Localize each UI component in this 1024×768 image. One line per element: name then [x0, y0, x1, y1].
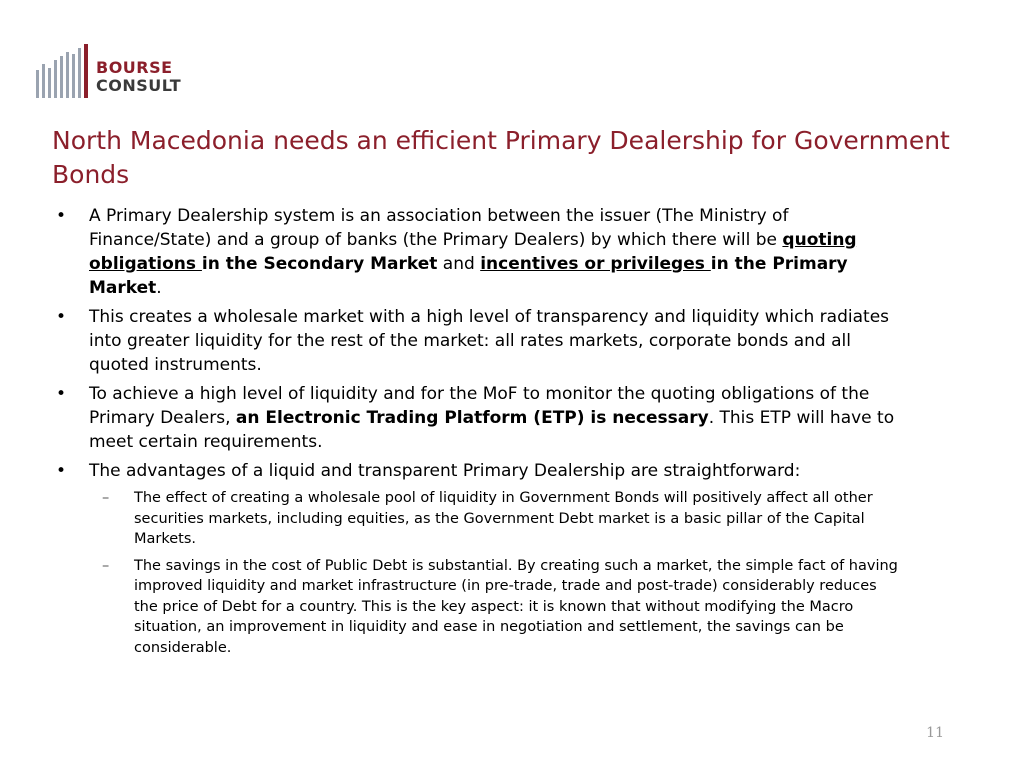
bullet-icon: •: [56, 206, 67, 226]
bullet-item: [52, 305, 902, 377]
bullet-icon: •: [56, 307, 67, 327]
bullet-icon: •: [56, 384, 67, 404]
bullet-item: [52, 204, 902, 300]
bullet-text: This creates a wholesale market with a high level of transparency and liquidity which radiates into greater liquidity for the rest of the market: all rates markets, corporate bonds and all quoted instruments.: [89, 307, 890, 375]
emphasis-text: in the Secondary Market: [201, 254, 438, 274]
dash-icon: –: [102, 557, 110, 574]
bullet-text: and: [437, 254, 481, 274]
sub-bullet-item: [52, 488, 902, 550]
emphasis-text: in the Primary Market: [89, 254, 848, 298]
company-logo: [36, 44, 196, 100]
logo-text-bourse: BOURSE: [96, 58, 173, 77]
sub-bullet-list: [52, 488, 902, 658]
bar-chart-logo-icon: [36, 44, 96, 100]
bullet-item: [52, 382, 902, 454]
bullet-text: .: [156, 278, 162, 298]
dash-icon: –: [102, 490, 110, 506]
sub-bullet-text: The savings in the cost of Public Debt is substantial. By creating such a market, the simple fact of having improved liquidity and market infrastructure (in pre-trade, trade and post-trade) considerably reduces the price of Debt for a country. This is the key aspect: it is known that without modifying the Macro situation, an improvement in liquidity and ease in negotiation and settlement, the savings can be considerable.: [134, 557, 898, 656]
bullet-text: The advantages of a liquid and transparent Primary Dealership are straightforward:: [89, 461, 801, 481]
logo-text-consult: CONSULT: [96, 76, 182, 95]
slide-body: [52, 204, 902, 664]
emphasis-text: incentives or privileges: [480, 254, 711, 274]
slide-title: North Macedonia needs an efficient Primary Dealership for Government Bonds: [52, 126, 950, 189]
bullet-text: To achieve a high level of liquidity and for the MoF to monitor the quoting obligations of the Primary Dealers,: [89, 384, 870, 428]
bullet-text: A Primary Dealership system is an association between the issuer (The Ministry of Finance/State) and a group of banks (the Primary Dealers) by which there will be: [89, 206, 789, 250]
bullet-text: . This ETP will have to meet certain requirements.: [89, 408, 895, 452]
emphasis-text: an Electronic Trading Platform (ETP) is necessary: [235, 408, 709, 428]
emphasis-text: quoting obligations: [89, 230, 857, 274]
bullet-icon: •: [56, 461, 67, 481]
sub-bullet-text: The effect of creating a wholesale pool of liquidity in Government Bonds will positively affect all other securities markets, including equities, as the Government Debt market is a basic pillar of the Capital Markets.: [134, 490, 873, 547]
bullet-item: [52, 459, 902, 483]
page-number: 11: [926, 725, 944, 741]
sub-bullet-item: [52, 556, 902, 659]
